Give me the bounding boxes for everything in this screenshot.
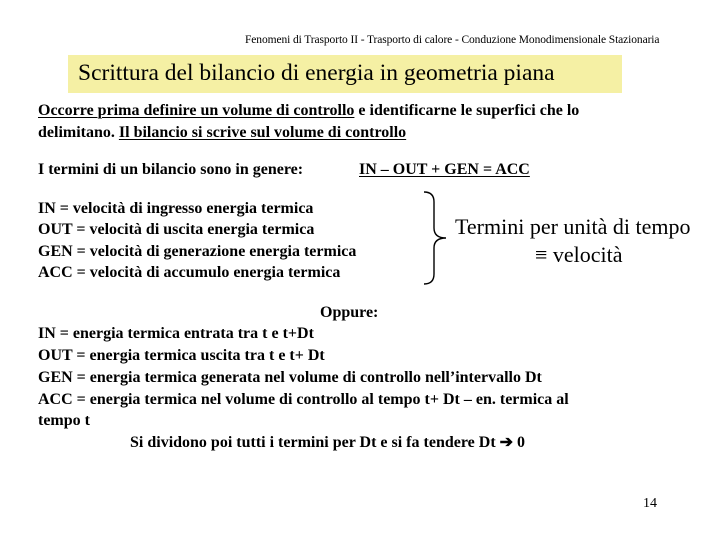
terms-label: I termini di un bilancio sono in genere: <box>38 161 304 178</box>
oppure-label: Oppure: <box>320 304 379 321</box>
slide-title: Scrittura del bilancio di energia in geometria piana <box>78 60 555 86</box>
definition-rate-out: OUT = velocità di uscita energia termica <box>38 221 315 238</box>
definition-interval-acc-cont: tempo t <box>38 412 90 429</box>
page-number: 14 <box>643 496 657 511</box>
definition-interval-acc: ACC = energia termica nel volume di controllo al tempo t+ Dt – en. termica al <box>38 391 569 408</box>
intro-text: e identificarne le superfici che lo <box>354 102 580 119</box>
intro-line-2 <box>38 122 406 143</box>
delta-symbol: D <box>442 391 455 408</box>
intro-underlined-phrase: Occorre prima definire un volume di controllo <box>38 102 355 119</box>
delta-symbol: D <box>478 434 491 451</box>
delta-symbol: D <box>307 347 320 364</box>
right-arrow-icon: ➔ <box>499 434 514 451</box>
definition-rate-in: IN = velocità di ingresso energia termica <box>38 200 314 217</box>
intro-underlined-statement: Il bilancio si scrive sul volume di controllo <box>118 124 407 141</box>
delta-symbol: D <box>297 325 309 342</box>
note-line-2: ≡ velocità <box>535 242 623 267</box>
conclusion: Si dividono poi tutti i termini per Dt e si fa tendere Dt ➔ 0 <box>130 434 526 451</box>
balance-equation: IN – OUT + GEN = ACC <box>359 161 530 178</box>
intro-line-1 <box>38 100 579 121</box>
note-line-1: Termini per unità di tempo <box>455 214 691 239</box>
definition-interval-in: IN = energia termica entrata tra t e t+Dt <box>38 325 314 342</box>
curly-brace-icon <box>420 190 450 286</box>
running-header: Fenomeni di Trasporto II - Trasporto di calore - Conduzione Monodimensionale Stazionaria <box>245 34 660 46</box>
delta-symbol: D <box>524 369 537 386</box>
definition-rate-gen: GEN = velocità di generazione energia termica <box>38 243 357 260</box>
intro-text: delimitano. <box>38 124 119 141</box>
delta-symbol: D <box>359 434 372 451</box>
definition-interval-out: OUT = energia termica uscita tra t e t+ Dt <box>38 347 325 364</box>
definition-rate-acc: ACC = velocità di accumulo energia termica <box>38 264 341 281</box>
definition-interval-gen: GEN = energia termica generata nel volume di controllo nell’intervallo Dt <box>38 369 542 386</box>
